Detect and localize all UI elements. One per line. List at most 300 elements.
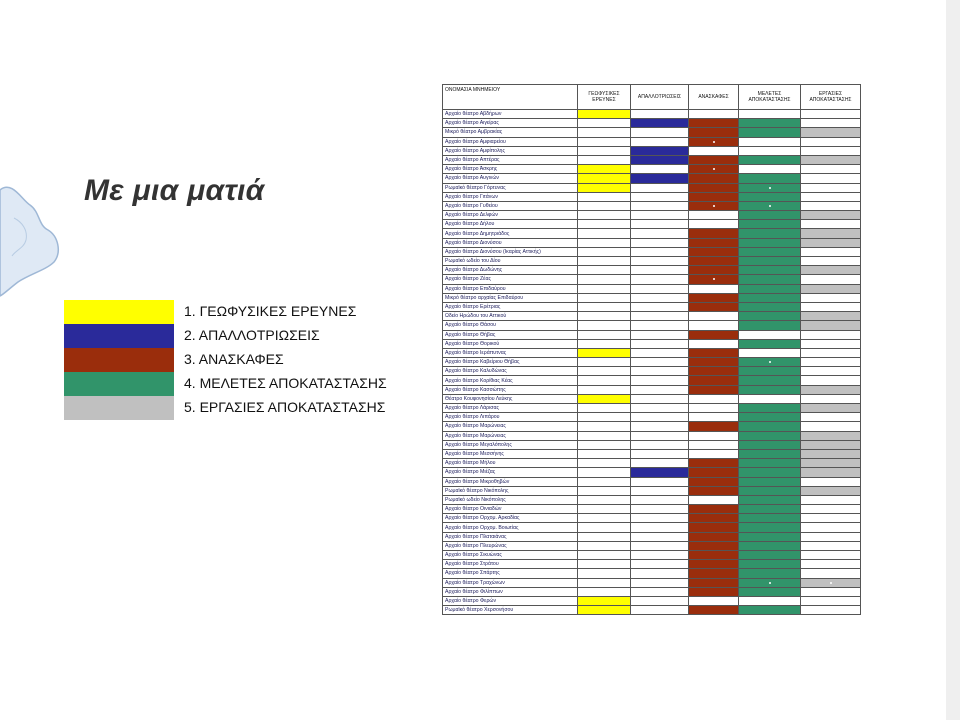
table-row bbox=[443, 404, 861, 413]
status-cell-brown bbox=[689, 165, 739, 174]
monument-name: Αρχαίο θέατρο Σικυώνας bbox=[443, 551, 578, 560]
status-cell-yellow bbox=[578, 238, 631, 247]
status-cell-brown bbox=[689, 578, 739, 587]
status-cell-brown bbox=[689, 486, 739, 495]
monument-name: Αρχαίο θέατρο Πλαταιάνας bbox=[443, 532, 578, 541]
status-cell-green bbox=[739, 321, 801, 330]
status-cell-green bbox=[739, 284, 801, 293]
monument-name: Αρχαίο θέατρο Μιέζας bbox=[443, 468, 578, 477]
table-row bbox=[443, 560, 861, 569]
status-cell-brown bbox=[689, 201, 739, 210]
table-row bbox=[443, 293, 861, 302]
legend-swatch-gray bbox=[64, 396, 174, 420]
status-cell-gray bbox=[801, 321, 861, 330]
status-cell-yellow bbox=[578, 505, 631, 514]
status-cell-brown bbox=[689, 449, 739, 458]
status-cell-green bbox=[739, 394, 801, 403]
table-row bbox=[443, 468, 861, 477]
status-cell-gray bbox=[801, 569, 861, 578]
status-cell-yellow bbox=[578, 514, 631, 523]
status-cell-gray bbox=[801, 312, 861, 321]
monument-name: Ρωμαϊκό ωδείο Νικόπολης bbox=[443, 495, 578, 504]
status-cell-blue bbox=[631, 293, 689, 302]
monument-name: Αρχαίο θέατρο Ιεράπυτνας bbox=[443, 348, 578, 357]
status-cell-brown bbox=[689, 404, 739, 413]
monument-name: Ρωμαϊκό θέατρο Νικόπολης bbox=[443, 486, 578, 495]
status-cell-gray bbox=[801, 486, 861, 495]
monument-name: Μικρό θέατρο αρχαίας Επιδαύρου bbox=[443, 293, 578, 302]
status-cell-yellow bbox=[578, 569, 631, 578]
status-cell-blue bbox=[631, 551, 689, 560]
legend-swatch-yellow bbox=[64, 300, 174, 324]
marker-dot-icon bbox=[830, 582, 832, 584]
table-row bbox=[443, 459, 861, 468]
status-cell-yellow bbox=[578, 358, 631, 367]
table-row bbox=[443, 596, 861, 605]
status-cell-green bbox=[739, 229, 801, 238]
status-cell-yellow bbox=[578, 404, 631, 413]
monument-name: Αρχαίο θέατρο Ζέας bbox=[443, 275, 578, 284]
status-cell-brown bbox=[689, 146, 739, 155]
monuments-table bbox=[442, 84, 861, 615]
monument-name: Ωδείο Ηρώδου του Αττικού bbox=[443, 312, 578, 321]
table-row bbox=[443, 358, 861, 367]
monument-name: Αρχαίο θέατρο Μαρώνειας bbox=[443, 431, 578, 440]
status-cell-gray bbox=[801, 192, 861, 201]
status-cell-brown bbox=[689, 358, 739, 367]
legend-label: 4. ΜΕΛΕΤΕΣ ΑΠΟΚΑΤΑΣΤΑΣΗΣ bbox=[184, 375, 387, 391]
status-cell-blue bbox=[631, 385, 689, 394]
status-cell-green bbox=[739, 569, 801, 578]
table-row bbox=[443, 128, 861, 137]
status-cell-brown bbox=[689, 587, 739, 596]
status-cell-blue bbox=[631, 137, 689, 146]
monument-name: Μικρό θέατρο Αμβρακίας bbox=[443, 128, 578, 137]
status-cell-gray bbox=[801, 404, 861, 413]
table-row bbox=[443, 146, 861, 155]
status-cell-yellow bbox=[578, 367, 631, 376]
status-cell-green bbox=[739, 505, 801, 514]
table-row bbox=[443, 413, 861, 422]
table-row bbox=[443, 192, 861, 201]
status-cell-brown bbox=[689, 348, 739, 357]
status-cell-green bbox=[739, 247, 801, 256]
legend-swatch-green bbox=[64, 372, 174, 396]
status-cell-gray bbox=[801, 110, 861, 119]
monument-name: Αρχαίο θέατρο Αβδήρων bbox=[443, 110, 578, 119]
table-row bbox=[443, 348, 861, 357]
status-cell-blue bbox=[631, 505, 689, 514]
status-cell-blue bbox=[631, 578, 689, 587]
table-row bbox=[443, 514, 861, 523]
status-cell-gray bbox=[801, 385, 861, 394]
status-cell-green bbox=[739, 495, 801, 504]
legend-item bbox=[64, 324, 424, 348]
column-header: ΑΠΑΛΛΟΤΡΙΩΣΕΙΣ bbox=[631, 85, 689, 110]
monument-name: Ρωμαϊκό θέατρο Γόρτυνας bbox=[443, 183, 578, 192]
slide-title: Με μια ματιά bbox=[84, 174, 265, 207]
status-cell-yellow bbox=[578, 128, 631, 137]
status-cell-green bbox=[739, 560, 801, 569]
status-cell-brown bbox=[689, 514, 739, 523]
status-cell-brown bbox=[689, 110, 739, 119]
status-cell-green bbox=[739, 578, 801, 587]
status-cell-gray bbox=[801, 468, 861, 477]
status-cell-gray bbox=[801, 505, 861, 514]
status-cell-blue bbox=[631, 541, 689, 550]
monument-name: Αρχαίο θέατρο Θάσου bbox=[443, 321, 578, 330]
table-row bbox=[443, 587, 861, 596]
status-cell-green bbox=[739, 404, 801, 413]
status-cell-gray bbox=[801, 532, 861, 541]
monument-name: Αρχαίο θέατρο Κορίθιας Κέας bbox=[443, 376, 578, 385]
monument-name: Αρχαίο θέατρο Αιγείρας bbox=[443, 119, 578, 128]
table-row bbox=[443, 247, 861, 256]
status-cell-blue bbox=[631, 266, 689, 275]
monument-name: Αρχαίο θέατρο Δήλου bbox=[443, 220, 578, 229]
status-cell-blue bbox=[631, 477, 689, 486]
status-cell-brown bbox=[689, 532, 739, 541]
monument-name: Ρωμαϊκό θέατρο Χερσονήσου bbox=[443, 606, 578, 615]
status-cell-yellow bbox=[578, 541, 631, 550]
status-cell-brown bbox=[689, 541, 739, 550]
legend-label: 3. ΑΝΑΣΚΑΦΕΣ bbox=[184, 351, 284, 367]
table-row bbox=[443, 523, 861, 532]
status-cell-green bbox=[739, 551, 801, 560]
legend-swatch-brown bbox=[64, 348, 174, 372]
table-row bbox=[443, 606, 861, 615]
status-cell-gray bbox=[801, 431, 861, 440]
status-cell-gray bbox=[801, 119, 861, 128]
status-cell-green bbox=[739, 330, 801, 339]
status-cell-blue bbox=[631, 302, 689, 311]
status-cell-gray bbox=[801, 339, 861, 348]
status-cell-gray bbox=[801, 137, 861, 146]
status-cell-gray bbox=[801, 155, 861, 164]
status-cell-blue bbox=[631, 404, 689, 413]
monument-name: Αρχαίο θέατρο Ορχομ. Αρκαδίας bbox=[443, 514, 578, 523]
status-cell-brown bbox=[689, 174, 739, 183]
status-cell-yellow bbox=[578, 422, 631, 431]
table-row bbox=[443, 321, 861, 330]
status-cell-gray bbox=[801, 358, 861, 367]
legend-swatch-blue bbox=[64, 324, 174, 348]
marker-dot-icon bbox=[769, 187, 771, 189]
status-cell-green bbox=[739, 413, 801, 422]
table-row bbox=[443, 440, 861, 449]
status-cell-yellow bbox=[578, 578, 631, 587]
monument-name: Αρχαίο θέατρο Διονύσου (Ικαρίας Αττικής) bbox=[443, 247, 578, 256]
monument-name: Αρχαίο θέατρο Φιλίππων bbox=[443, 587, 578, 596]
status-cell-gray bbox=[801, 606, 861, 615]
status-cell-green bbox=[739, 312, 801, 321]
table-row bbox=[443, 119, 861, 128]
status-cell-blue bbox=[631, 514, 689, 523]
status-cell-yellow bbox=[578, 376, 631, 385]
status-cell-blue bbox=[631, 367, 689, 376]
status-cell-blue bbox=[631, 155, 689, 164]
status-cell-gray bbox=[801, 257, 861, 266]
status-cell-gray bbox=[801, 229, 861, 238]
status-cell-brown bbox=[689, 422, 739, 431]
marker-dot-icon bbox=[713, 168, 715, 170]
status-cell-brown bbox=[689, 551, 739, 560]
status-cell-blue bbox=[631, 192, 689, 201]
status-cell-blue bbox=[631, 606, 689, 615]
status-cell-blue bbox=[631, 174, 689, 183]
status-cell-green bbox=[739, 293, 801, 302]
status-cell-brown bbox=[689, 459, 739, 468]
table-row bbox=[443, 449, 861, 458]
status-cell-blue bbox=[631, 486, 689, 495]
status-cell-brown bbox=[689, 284, 739, 293]
column-header: ΑΝΑΣΚΑΦΕΣ bbox=[689, 85, 739, 110]
marker-dot-icon bbox=[769, 205, 771, 207]
status-cell-yellow bbox=[578, 275, 631, 284]
status-cell-green bbox=[739, 238, 801, 247]
status-cell-gray bbox=[801, 587, 861, 596]
status-cell-green bbox=[739, 137, 801, 146]
status-cell-gray bbox=[801, 459, 861, 468]
status-cell-green bbox=[739, 165, 801, 174]
monument-name: Αρχαίο θέατρο Στράτου bbox=[443, 560, 578, 569]
status-cell-green bbox=[739, 523, 801, 532]
table-row bbox=[443, 367, 861, 376]
status-cell-yellow bbox=[578, 348, 631, 357]
status-cell-gray bbox=[801, 128, 861, 137]
status-cell-green bbox=[739, 174, 801, 183]
status-cell-green bbox=[739, 348, 801, 357]
table-row bbox=[443, 532, 861, 541]
monument-name: Αρχαίο θέατρο Διονύσου bbox=[443, 238, 578, 247]
status-cell-blue bbox=[631, 312, 689, 321]
status-cell-yellow bbox=[578, 596, 631, 605]
table-row bbox=[443, 211, 861, 220]
table-row bbox=[443, 155, 861, 164]
status-cell-yellow bbox=[578, 284, 631, 293]
table-row bbox=[443, 229, 861, 238]
table-row bbox=[443, 220, 861, 229]
status-cell-green bbox=[739, 266, 801, 275]
status-cell-green bbox=[739, 532, 801, 541]
status-cell-brown bbox=[689, 220, 739, 229]
status-cell-green bbox=[739, 468, 801, 477]
column-header: ΜΕΛΕΤΕΣ ΑΠΟΚΑΤΑΣΤΑΣΗΣ bbox=[739, 85, 801, 110]
status-cell-green bbox=[739, 155, 801, 164]
status-cell-yellow bbox=[578, 486, 631, 495]
status-cell-brown bbox=[689, 523, 739, 532]
status-cell-yellow bbox=[578, 293, 631, 302]
table-row bbox=[443, 110, 861, 119]
monument-name: Αρχαίο θέατρο Πλευρώνας bbox=[443, 541, 578, 550]
status-cell-yellow bbox=[578, 560, 631, 569]
monument-name: Αρχαίο θέατρο Δελφών bbox=[443, 211, 578, 220]
monument-name: Αρχαίο θέατρο Επιδαύρου bbox=[443, 284, 578, 293]
status-cell-yellow bbox=[578, 431, 631, 440]
status-cell-green bbox=[739, 486, 801, 495]
status-cell-yellow bbox=[578, 551, 631, 560]
status-cell-blue bbox=[631, 110, 689, 119]
status-cell-blue bbox=[631, 275, 689, 284]
status-cell-yellow bbox=[578, 394, 631, 403]
status-cell-blue bbox=[631, 440, 689, 449]
table-row bbox=[443, 376, 861, 385]
status-cell-gray bbox=[801, 275, 861, 284]
status-cell-gray bbox=[801, 247, 861, 256]
table-row bbox=[443, 201, 861, 210]
status-cell-yellow bbox=[578, 440, 631, 449]
status-cell-green bbox=[739, 606, 801, 615]
status-cell-green bbox=[739, 376, 801, 385]
status-cell-brown bbox=[689, 293, 739, 302]
status-cell-gray bbox=[801, 477, 861, 486]
status-cell-green bbox=[739, 119, 801, 128]
status-cell-yellow bbox=[578, 312, 631, 321]
status-cell-green bbox=[739, 440, 801, 449]
status-cell-green bbox=[739, 110, 801, 119]
status-cell-blue bbox=[631, 376, 689, 385]
status-cell-brown bbox=[689, 367, 739, 376]
status-cell-green bbox=[739, 367, 801, 376]
status-cell-gray bbox=[801, 174, 861, 183]
table-row bbox=[443, 312, 861, 321]
status-cell-green bbox=[739, 275, 801, 284]
status-cell-gray bbox=[801, 596, 861, 605]
status-cell-brown bbox=[689, 137, 739, 146]
status-cell-gray bbox=[801, 413, 861, 422]
status-cell-green bbox=[739, 358, 801, 367]
status-cell-gray bbox=[801, 211, 861, 220]
status-cell-gray bbox=[801, 523, 861, 532]
table-header-row bbox=[443, 85, 861, 110]
status-cell-yellow bbox=[578, 220, 631, 229]
table-row bbox=[443, 505, 861, 514]
status-cell-blue bbox=[631, 238, 689, 247]
status-cell-brown bbox=[689, 440, 739, 449]
status-cell-yellow bbox=[578, 146, 631, 155]
status-cell-blue bbox=[631, 523, 689, 532]
monument-name: Αρχαίο θέατρο Οινιαδών bbox=[443, 505, 578, 514]
monument-name: Αρχαίο θέατρο Δημητριάδος bbox=[443, 229, 578, 238]
status-cell-gray bbox=[801, 183, 861, 192]
status-cell-gray bbox=[801, 495, 861, 504]
status-cell-blue bbox=[631, 449, 689, 458]
monument-name: Αρχαίο θέατρο Μεσσήνης bbox=[443, 449, 578, 458]
status-cell-blue bbox=[631, 284, 689, 293]
status-cell-brown bbox=[689, 376, 739, 385]
table-row bbox=[443, 541, 861, 550]
status-cell-blue bbox=[631, 339, 689, 348]
status-cell-blue bbox=[631, 211, 689, 220]
status-cell-brown bbox=[689, 321, 739, 330]
legend-label: 2. ΑΠΑΛΛΟΤΡΙΩΣΕΙΣ bbox=[184, 327, 320, 343]
status-cell-brown bbox=[689, 560, 739, 569]
monument-name: Αρχαίο θέατρο Θορικού bbox=[443, 339, 578, 348]
status-cell-green bbox=[739, 541, 801, 550]
table-row bbox=[443, 266, 861, 275]
table-row bbox=[443, 339, 861, 348]
table-row bbox=[443, 486, 861, 495]
status-cell-blue bbox=[631, 431, 689, 440]
table-row bbox=[443, 431, 861, 440]
status-cell-yellow bbox=[578, 192, 631, 201]
table-row bbox=[443, 394, 861, 403]
slide-right-edge bbox=[946, 0, 960, 720]
status-cell-brown bbox=[689, 569, 739, 578]
status-cell-gray bbox=[801, 394, 861, 403]
status-cell-brown bbox=[689, 385, 739, 394]
status-cell-blue bbox=[631, 229, 689, 238]
column-header: ΓΕΩΦΥΣΙΚΕΣ ΕΡΕΥΝΕΣ bbox=[578, 85, 631, 110]
monument-name: Αρχαίο θέατρο Λάρισας bbox=[443, 404, 578, 413]
monument-name: Αρχαίο θέατρο Αμφίπολης bbox=[443, 146, 578, 155]
status-cell-blue bbox=[631, 257, 689, 266]
monument-name: Αρχαίο θέατρο Ορχομ. Βοιωτίας bbox=[443, 523, 578, 532]
monument-name: Αρχαίο θέατρο Αυγινών bbox=[443, 174, 578, 183]
status-cell-yellow bbox=[578, 449, 631, 458]
status-cell-brown bbox=[689, 468, 739, 477]
status-cell-yellow bbox=[578, 110, 631, 119]
status-cell-yellow bbox=[578, 606, 631, 615]
status-cell-gray bbox=[801, 348, 861, 357]
column-header: ΟΝΟΜΑΣΙΑ ΜΝΗΜΕΙΟΥ bbox=[443, 85, 578, 110]
status-cell-blue bbox=[631, 569, 689, 578]
status-cell-green bbox=[739, 146, 801, 155]
status-cell-brown bbox=[689, 238, 739, 247]
monument-name: Αρχαίο θέατρο Γιτάνων bbox=[443, 192, 578, 201]
column-header: ΕΡΓΑΣΙΕΣ ΑΠΟΚΑΤΑΣΤΑΣΗΣ bbox=[801, 85, 861, 110]
legend bbox=[64, 300, 424, 420]
status-cell-brown bbox=[689, 211, 739, 220]
table-row bbox=[443, 238, 861, 247]
status-cell-gray bbox=[801, 449, 861, 458]
marker-dot-icon bbox=[713, 205, 715, 207]
status-cell-green bbox=[739, 201, 801, 210]
table-row bbox=[443, 578, 861, 587]
status-cell-blue bbox=[631, 422, 689, 431]
status-cell-yellow bbox=[578, 523, 631, 532]
status-cell-gray bbox=[801, 440, 861, 449]
status-cell-green bbox=[739, 459, 801, 468]
status-cell-green bbox=[739, 514, 801, 523]
status-cell-gray bbox=[801, 367, 861, 376]
table-row bbox=[443, 137, 861, 146]
status-cell-yellow bbox=[578, 532, 631, 541]
status-cell-yellow bbox=[578, 247, 631, 256]
status-cell-brown bbox=[689, 192, 739, 201]
status-cell-brown bbox=[689, 266, 739, 275]
monument-name: Θέατρο Κουφονησίου Λεύκης bbox=[443, 394, 578, 403]
status-cell-gray bbox=[801, 330, 861, 339]
status-cell-green bbox=[739, 257, 801, 266]
table-row bbox=[443, 284, 861, 293]
monument-name: Αρχαίο θέατρο Μικροθηβών bbox=[443, 477, 578, 486]
status-cell-blue bbox=[631, 468, 689, 477]
status-cell-gray bbox=[801, 578, 861, 587]
monument-name: Αρχαίο θέατρο Άσκρης bbox=[443, 165, 578, 174]
status-cell-green bbox=[739, 477, 801, 486]
monument-name: Αρχαίο θέατρο Γυθείου bbox=[443, 201, 578, 210]
status-cell-yellow bbox=[578, 302, 631, 311]
table-row bbox=[443, 257, 861, 266]
status-cell-blue bbox=[631, 596, 689, 605]
status-cell-blue bbox=[631, 330, 689, 339]
status-cell-yellow bbox=[578, 495, 631, 504]
status-cell-brown bbox=[689, 495, 739, 504]
table-row bbox=[443, 569, 861, 578]
status-cell-blue bbox=[631, 321, 689, 330]
status-cell-green bbox=[739, 596, 801, 605]
